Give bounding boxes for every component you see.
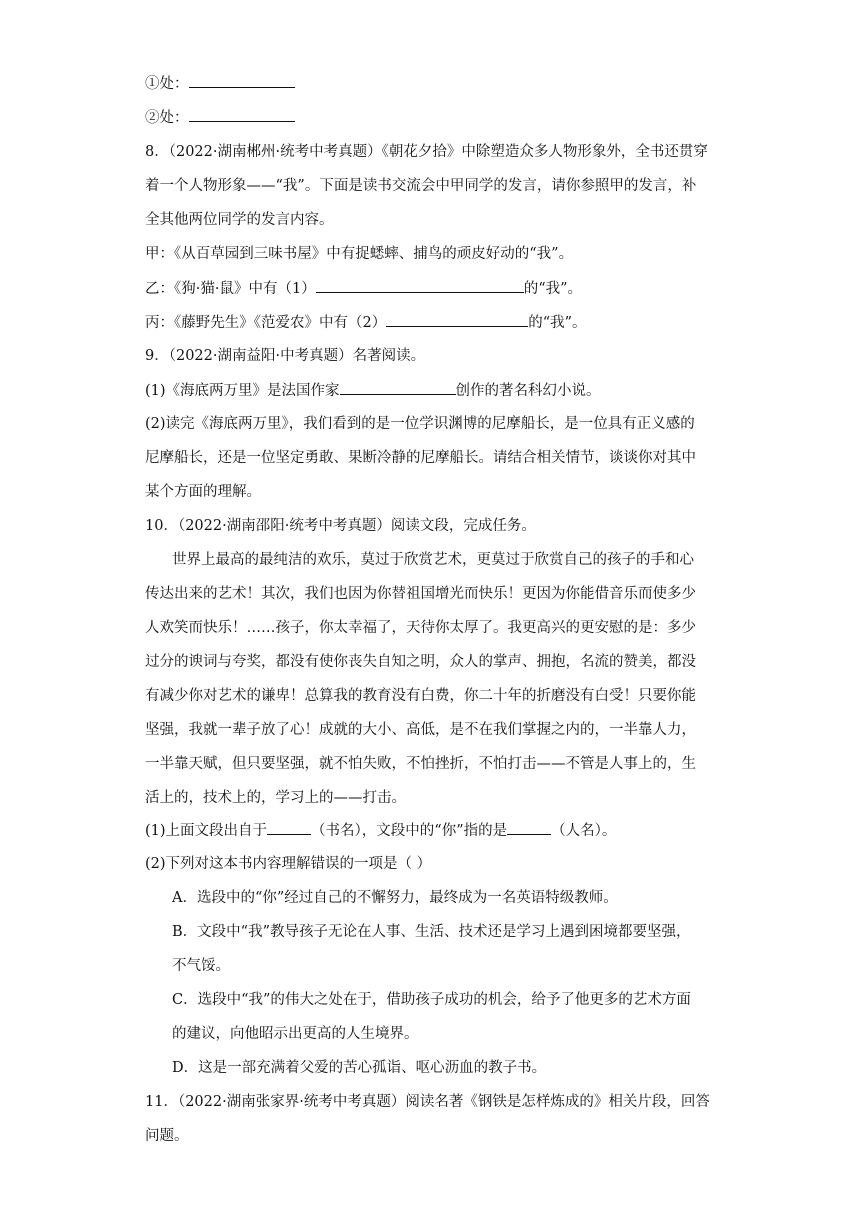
question-9-line-1: 9．（2022·湖南益阳·中考真题）名著阅读。 (145, 348, 426, 364)
passage-line-6: 坚强，我就一辈子放了心！成就的大小、高低，是不在我们掌握之内的，一半靠人力， (145, 722, 696, 738)
question-11-line-1: 11．（2022·湖南张家界·统考中考真题）阅读名著《钢铁是怎样炼成的》相关片段，回答 (145, 1094, 710, 1110)
answer-blank-8-1[interactable] (316, 278, 524, 293)
option-a[interactable]: A．选段中的“你”经过自己的不懈努力，最终成为一名英语特级教师。 (172, 890, 618, 906)
answer-blank-1[interactable] (189, 73, 295, 88)
question-9-line-4: 尼摩船长，还是一位坚定勇敢、果断冷静的尼摩船长。请结合相关情节，谈谈你对其中 (145, 450, 696, 466)
question-9-line-5: 某个方面的理解。 (145, 484, 261, 500)
line-text: （人名）。 (551, 823, 617, 839)
question-8-line-5 (145, 278, 582, 299)
line-text: ②处： (145, 110, 189, 126)
question-8-line-2: 着一个人物形象——“我”。下面是读书交流会中甲同学的发言，请你参照甲的发言，补 (145, 178, 697, 194)
option-c-continued: 的建议，向他昭示出更高的人生境界。 (172, 1026, 419, 1042)
passage-line-3: 人欢笑而快乐！……孩子，你太幸福了，天待你太厚了。我更高兴的更安慰的是：多少 (145, 620, 696, 636)
question-8-line-1: 8．（2022·湖南郴州·统考中考真题）《朝花夕拾》中除塑造众多人物形象外，全书还贯穿 (145, 144, 708, 160)
line-text: （书名），文段中的“你”指的是 (311, 823, 508, 839)
question-9-line-2 (145, 380, 601, 401)
answer-blank-9-1[interactable] (340, 380, 456, 395)
question-8-line-4: 甲：《从百草园到三味书屋》中有捉蟋蟀、捕鸟的顽皮好动的“我”。 (145, 246, 574, 262)
answer-blank-8-2[interactable] (386, 312, 528, 327)
answer-line-2 (145, 107, 295, 128)
option-c[interactable]: C．选段中“我”的伟大之处在于，借助孩子成功的机会，给予了他更多的艺术方面 (172, 992, 691, 1008)
question-11-line-2: 问题。 (145, 1128, 189, 1144)
question-10-sub-1 (145, 820, 616, 841)
line-text: (1)《海底两万里》是法国作家 (145, 383, 340, 399)
answer-blank-10-person[interactable] (507, 820, 551, 835)
option-b[interactable]: B．文段中“我”教导孩子无论在人事、生活、技术还是学习上遇到困境都要坚强， (172, 924, 691, 940)
question-10-line-1: 10．（2022·湖南邵阳·统考中考真题）阅读文段，完成任务。 (145, 518, 536, 534)
question-10-sub-2: (2)下列对这本书内容理解错误的一项是（ ） (145, 856, 432, 872)
line-text: 丙：《藤野先生》《范爱农》中有（2） (145, 315, 387, 331)
passage-line-5: 有减少你对艺术的谦卑！总算我的教育没有白费，你二十年的折磨没有白受！只要你能 (145, 688, 696, 704)
line-text: (1)上面文段出自于 (145, 823, 268, 839)
answer-line-1 (145, 73, 295, 94)
passage-line-1: 世界上最高的最纯洁的欢乐，莫过于欣赏艺术，更莫过于欣赏自己的孩子的手和心 (172, 552, 694, 568)
question-8-line-6 (145, 312, 587, 333)
option-d[interactable]: D．这是一部充满着父爱的苦心孤诣、呕心沥血的教子书。 (172, 1060, 547, 1076)
line-text: 的“我”。 (528, 315, 587, 331)
passage-line-4: 过分的谀词与夸奖，都没有使你丧失自知之明，众人的掌声、拥抱，名流的赞美，都没 (145, 654, 696, 670)
passage-line-2: 传达出来的艺术！其次，我们也因为你替祖国增光而快乐！更因为你能借音乐而使多少 (145, 586, 696, 602)
passage-line-8: 活上的，技术上的，学习上的——打击。 (145, 790, 406, 806)
line-text: 创作的著名科幻小说。 (455, 383, 601, 399)
answer-blank-10-book[interactable] (267, 820, 311, 835)
line-text: ①处： (145, 76, 189, 92)
line-text: 的“我”。 (523, 281, 583, 297)
question-8-line-3: 全其他两位同学的发言内容。 (145, 212, 334, 228)
passage-line-7: 一半靠天赋，但只要坚强，就不怕失败，不怕挫折，不怕打击——不管是人事上的，生 (145, 756, 696, 772)
line-text: 乙：《狗·猫·鼠》中有（1） (145, 281, 316, 297)
option-b-continued: 不气馁。 (172, 958, 230, 974)
answer-blank-2[interactable] (189, 107, 295, 122)
question-9-line-3: (2)读完《海底两万里》，我们看到的是一位学识渊博的尼摩船长，是一位具有正义感的 (145, 416, 695, 432)
